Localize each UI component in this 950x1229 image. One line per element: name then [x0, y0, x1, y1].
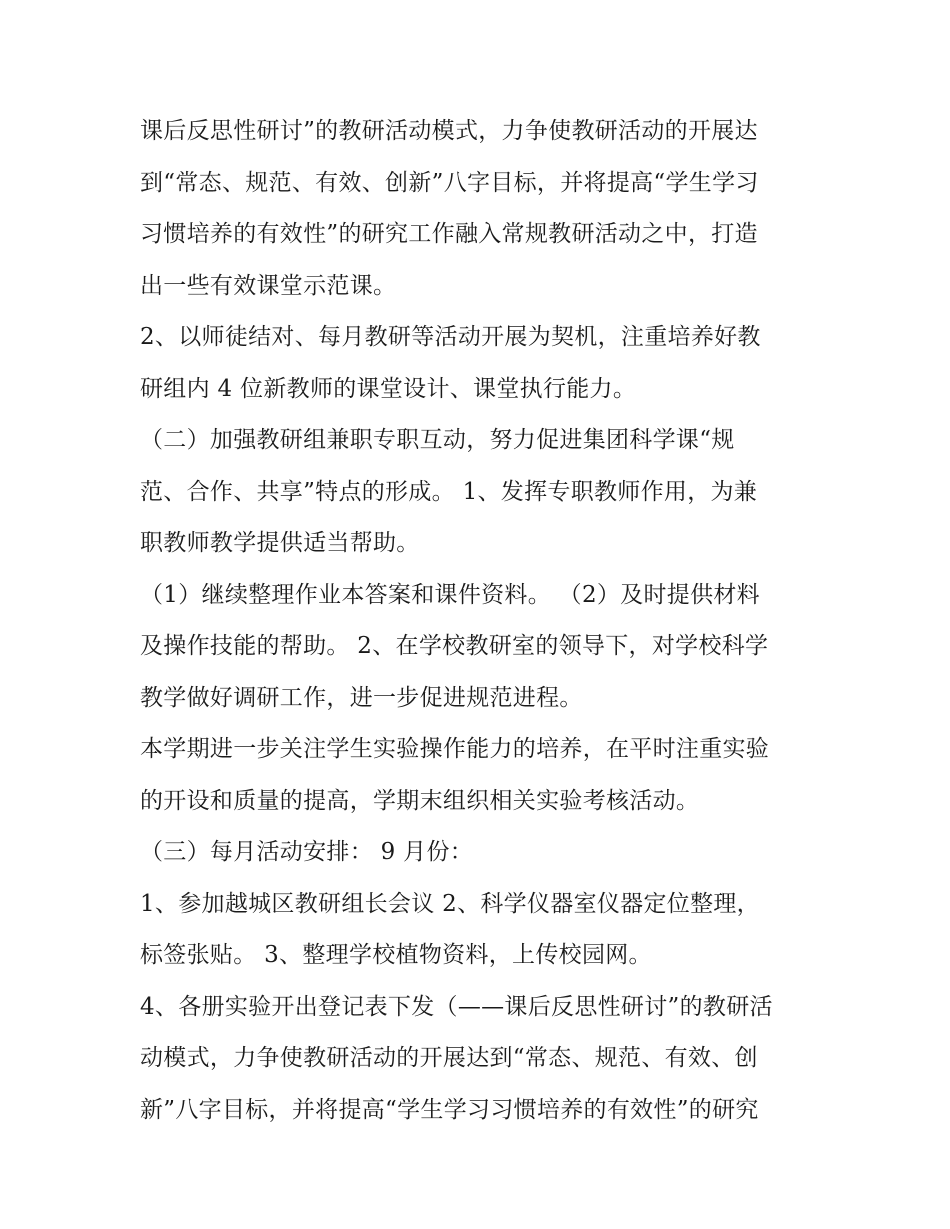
text-line: 范、合作、共享”特点的形成。 1、发挥专职教师作用，为兼	[140, 478, 758, 505]
text-line: 新”八字目标，并将提高“学生学习习惯培养的有效性”的研究	[140, 1096, 759, 1123]
text-line: 1、参加越城区教研组长会议 2、科学仪器室仪器定位整理，	[140, 890, 760, 917]
text-line: 4、各册实验开出登记表下发（——课后反思性研讨”的教研活	[140, 993, 773, 1020]
text-line: 本学期进一步关注学生实验操作能力的培养，在平时注重实验	[140, 736, 770, 762]
text-line: （三）每月活动安排： 9 月份：	[140, 839, 474, 865]
text-line: 标签张贴。 3、整理学校植物资料，上传校园网。	[140, 942, 652, 968]
text-line: 出一些有效课堂示范课。	[140, 272, 397, 299]
text-line: 课后反思性研讨”的教研活动模式，力争使教研活动的开展达	[140, 118, 758, 144]
text-line: 研组内 4 位新教师的课堂设计、课堂执行能力。	[140, 375, 637, 402]
text-line: 2、以师徒结对、每月教研等活动开展为契机，注重培养好教	[140, 324, 761, 350]
text-line: 及操作技能的帮助。 2、在学校教研室的领导下，对学校科学	[140, 633, 769, 659]
document-body	[140, 106, 820, 1136]
text-line: （二）加强教研组兼职专职互动，努力促进集团科学课“规	[140, 427, 735, 453]
text-line: （1）继续整理作业本答案和课件资料。 （2）及时提供材料	[140, 581, 760, 608]
text-line: 到“常态、规范、有效、创新”八字目标，并将提高“学生学习	[140, 169, 759, 196]
text-line: 教学做好调研工作，进一步促进规范进程。	[140, 684, 583, 711]
text-line: 动模式，力争使教研活动的开展达到“常态、规范、有效、创	[140, 1045, 758, 1071]
text-line: 职教师教学提供适当帮助。	[140, 530, 420, 556]
text-line: 习惯培养的有效性”的研究工作融入常规教研活动之中，打造	[140, 221, 758, 247]
text-line: 的开设和质量的提高，学期末组织相关实验考核活动。	[140, 787, 700, 814]
